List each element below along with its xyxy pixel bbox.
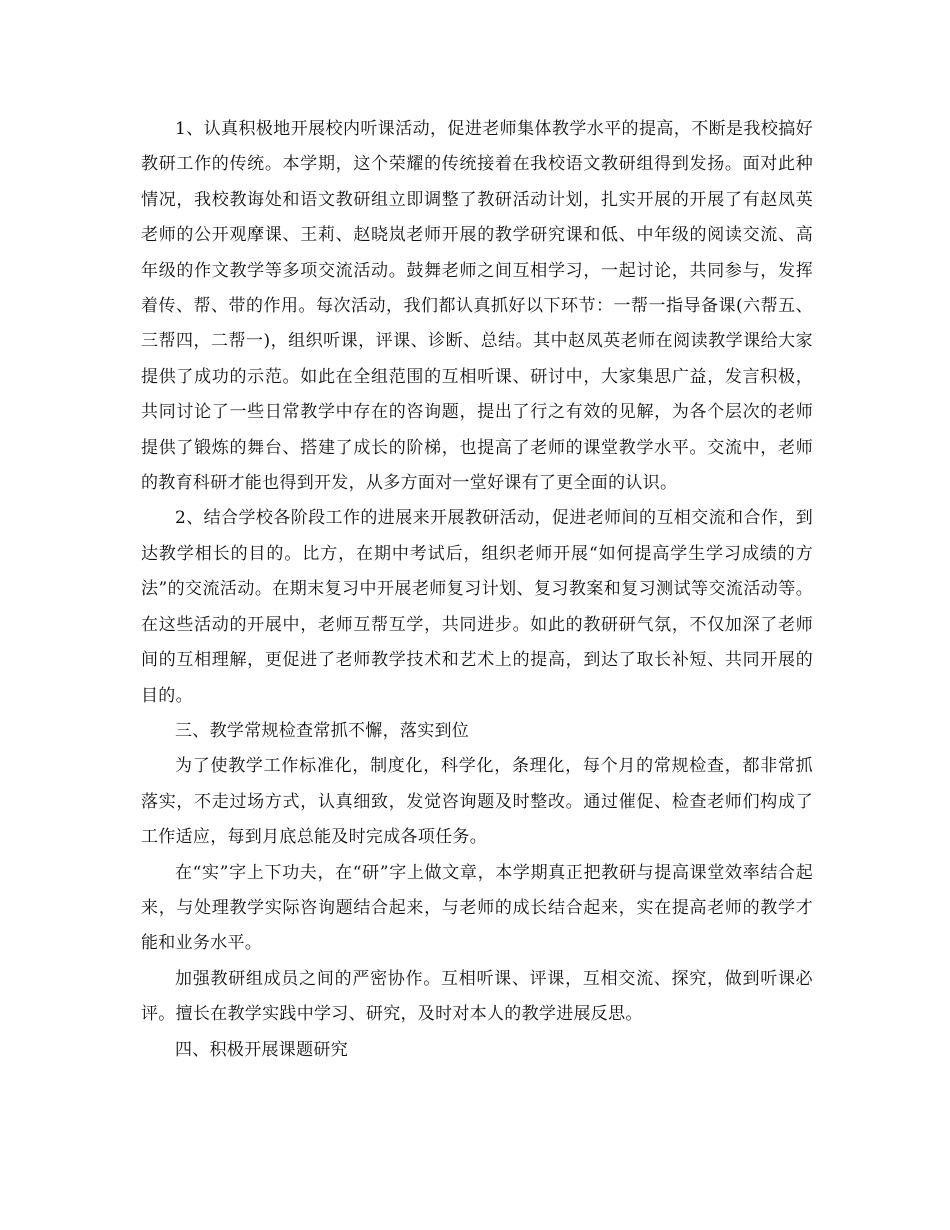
section-heading-4: 四、积极开展课题研究 — [175, 1039, 348, 1060]
paragraph-1: 1、认真积极地开展校内听课活动，促进老师集体教学水平的提高，不断是我校搞好教研工作的传统。本学期，这个荣耀的传统接着在我校语文教研组得到发扬。面对此种情况，我校教诲处和语文教研组立即调整了教研活动计划，扎实开展的开展了有赵凤英老师的公开观摩课、王莉、赵晓岚老师开展的教学研究课和低、中年级的阅读交流、高年级的作文教学等多项交流活动。鼓舞老师之间互相学习，一起讨论，共同参与，发挥着传、帮、带的作用。每次活动，我们都认真抓好以下环节：一帮一指导备课(六帮五、三帮四，二帮一)，组织听课，评课、诊断、总结。其中赵凤英老师在阅读教学课给大家提供了成功的示范。如此在全组范围的互相听课、研讨中，大家集思广益，发言积极，共同讨论了一些日常教学中存在的咨询题，提出了行之有效的见解，为各个层次的老师提供了锻炼的舞台、搭建了成长的阶梯，也提高了老师的课堂教学水平。交流中，老师的教育科研才能也得到开发，从多方面对一堂好课有了更全面的认识。 — [141, 119, 813, 494]
paragraph-3: 为了使教学工作标准化，制度化，科学化，条理化，每个月的常规检查，都非常抓落实，不走过场方式，认真细致，发觉咨询题及时整改。通过催促、检查老师们构成了工作适应，每到月底总能及时完成各项任务。 — [141, 756, 813, 848]
paragraph-2: 2、结合学校各阶段工作的进展来开展教研活动，促进老师间的互相交流和合作，到达教学相长的目的。比方，在期中考试后，组织老师开展“如何提高学生学习成绩的方法”的交流活动。在期末复习中开展老师复习计划、复习教案和复习测试等交流活动等。在这些活动的开展中，老师互帮互学，共同进步。如此的教研研气氛，不仅加深了老师间的互相理解，更促进了老师教学技术和艺术上的提高，到达了取长补短、共同开展的目的。 — [141, 508, 813, 706]
paragraph-4: 在“实”字上下功夫，在“研”字上做文章，本学期真正把教研与提高课堂效率结合起来，与处理教学实际咨询题结合起来，与老师的成长结合起来，实在提高老师的教学才能和业务水平。 — [141, 862, 813, 954]
document-body — [141, 112, 813, 1068]
paragraph-5: 加强教研组成员之间的严密协作。互相听课、评课，互相交流、探究，做到听课必评。擅长在教学实践中学习、研究，及时对本人的教学进展反思。 — [141, 968, 813, 1025]
section-heading-3: 三、教学常规检查常抓不懈，落实到位 — [175, 720, 470, 741]
